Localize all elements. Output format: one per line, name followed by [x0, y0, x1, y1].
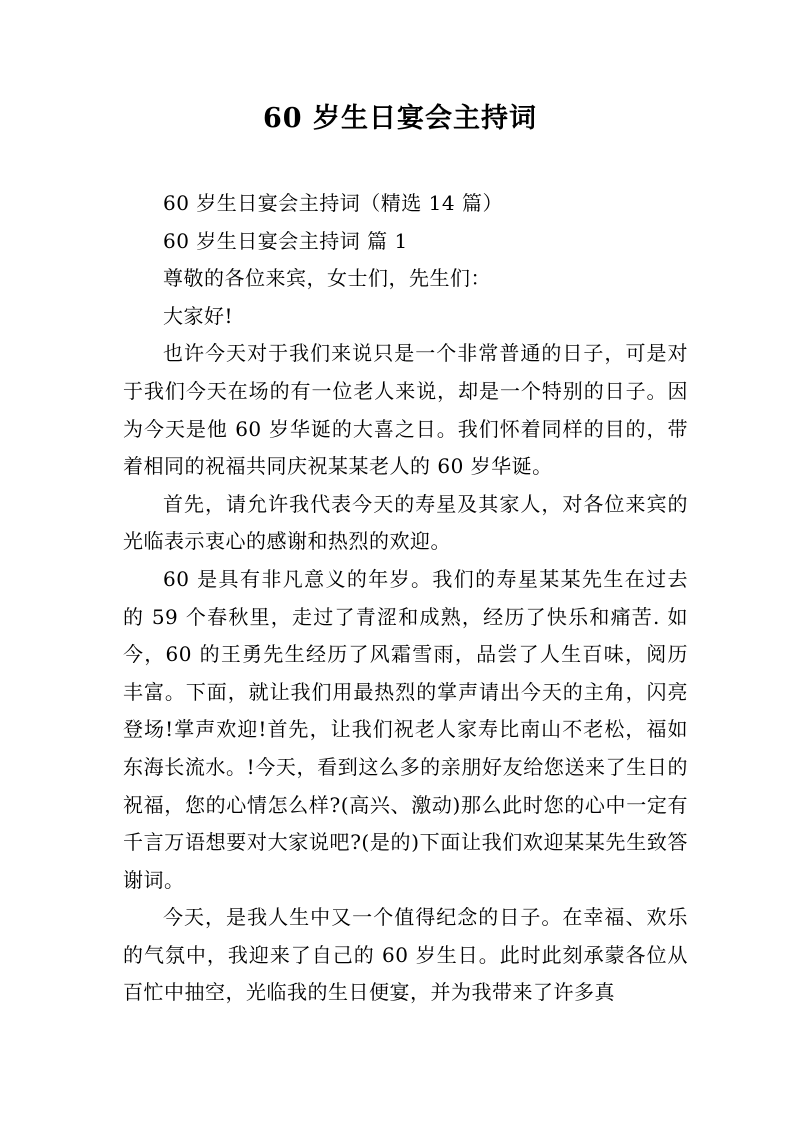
document-title: 60 岁生日宴会主持词	[263, 103, 537, 134]
paragraph-salutation: 尊敬的各位来宾，女士们，先生们：	[163, 266, 491, 291]
paragraph-body: 今天，是我人生中又一个值得纪念的日子。在幸福、欢乐的气氛中，我迎来了自己的 60 岁生日。此时此刻承蒙各位从百忙中抽空，光临我的生日便宴，并为我带来了许多真	[123, 905, 688, 1005]
paragraph-body: 也许今天对于我们来说只是一个非常普通的日子，可是对于我们今天在场的有一位老人来说，却是一个特别的日子。因为今天是他 60 岁华诞的大喜之日。我们怀着同样的目的，带着相同的祝福共同庆祝某某老人的 60 岁华诞。	[123, 341, 688, 479]
paragraph-body: 首先，请允许我代表今天的寿星及其家人，对各位来宾的光临表示衷心的感谢和热烈的欢迎。	[123, 491, 688, 554]
document-body	[123, 185, 688, 1012]
paragraph-section-heading: 60 岁生日宴会主持词 篇 1	[163, 228, 408, 253]
paragraph-body: 60 是具有非凡意义的年岁。我们的寿星某某先生在过去的 59 个春秋里，走过了青涩和成熟，经历了快乐和痛苦. 如今，60 的王勇先生经历了风霜雪雨，品尝了人生百味，阅历丰富。下面，就让我们用最热烈的掌声请出今天的主角，闪亮登场!掌声欢迎!首先，让我们祝老人家寿比南山不老松，福如东海长流水。!今天，看到这么多的亲朋好友给您送来了生日的祝福，您的心情怎么样?(高兴、激动)那么此时您的心中一定有千言万语想要对大家说吧?(是的)下面让我们欢迎某某先生致答谢词。	[123, 566, 688, 892]
paragraph-subtitle: 60 岁生日宴会主持词（精选 14 篇）	[163, 191, 503, 215]
paragraph-greeting: 大家好!	[163, 303, 234, 328]
